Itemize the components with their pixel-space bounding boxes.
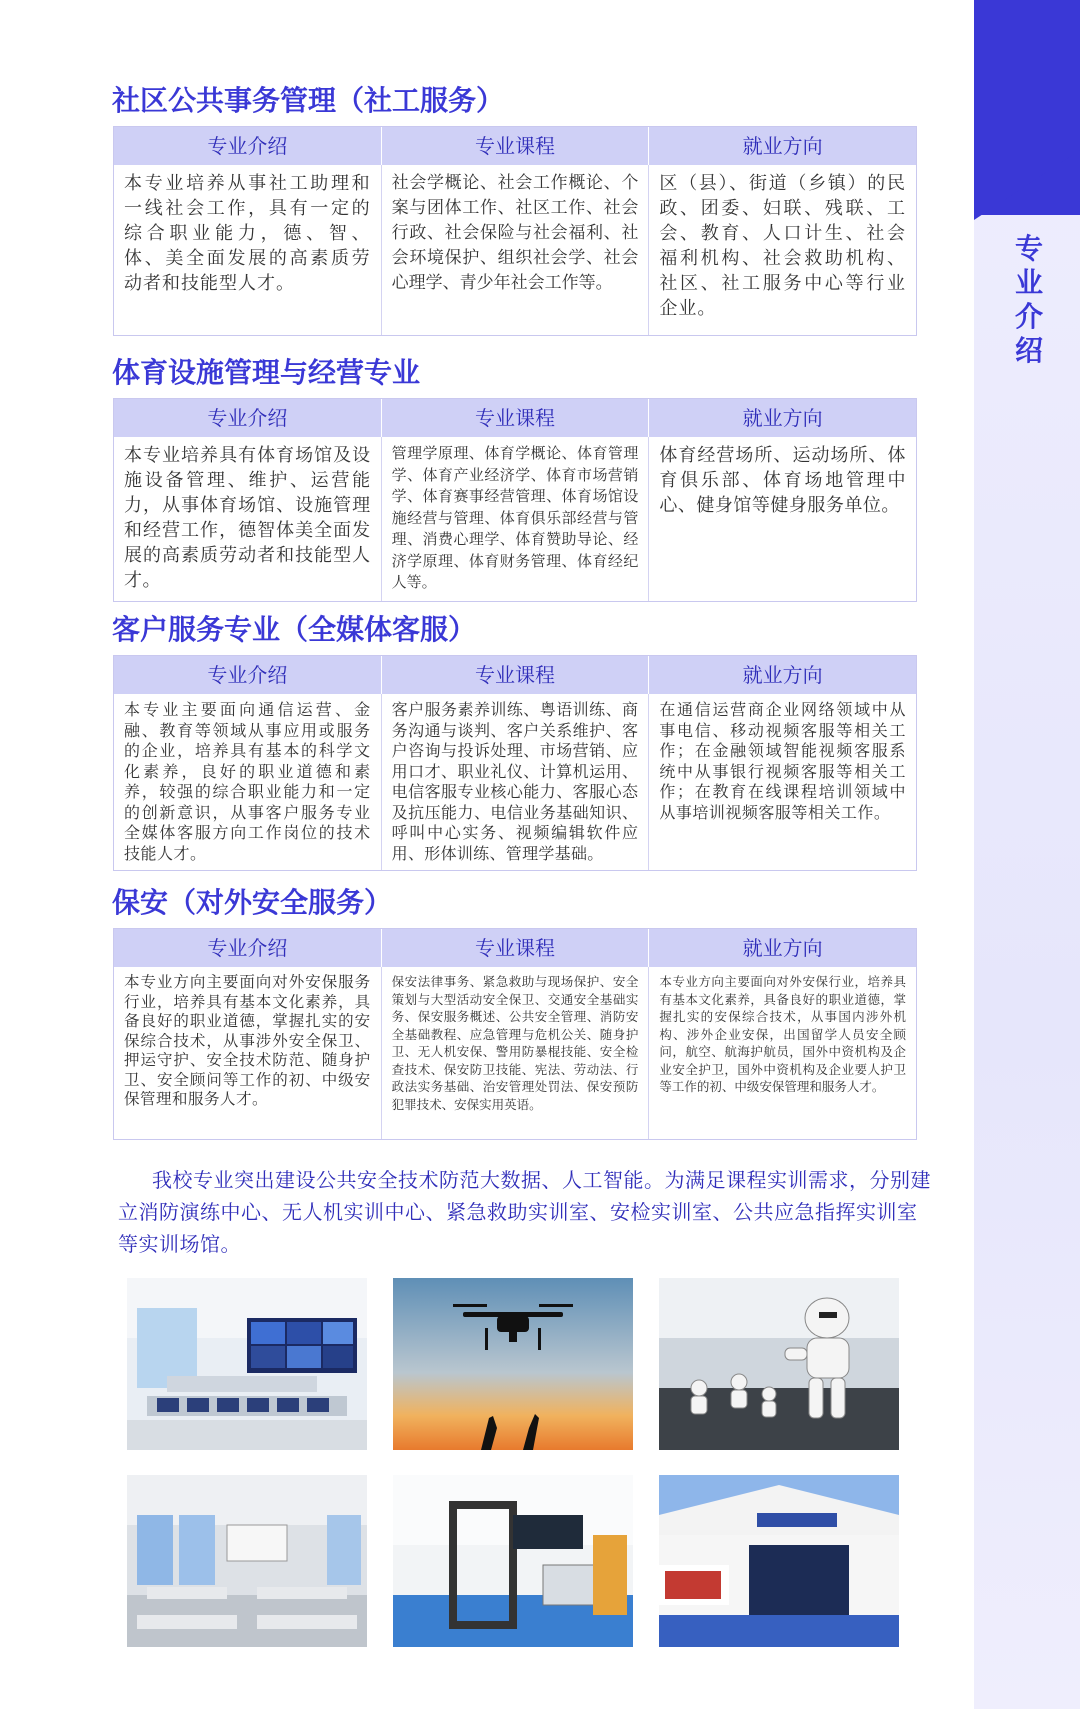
header-courses: 专业课程 [382,929,650,967]
cell-courses: 社会学概论、社会工作概论、个案与团体工作、社区工作、社会行政、社会保险与社会福利、社会环境保护、组织社会学、社会心理学、青少年社会工作等。 [382,165,650,335]
cell-intro: 本专业培养具有体育场馆及设施设备管理、维护、运营能力，从事体育场馆、设施管理和经营工作，德智体美全面发展的高素质劳动者和技能型人才。 [114,437,382,601]
section-title-social-work: 社区公共事务管理（社工服务） [112,84,505,117]
side-band-diagonal [974,150,1080,220]
cell-intro: 本专业方向主要面向对外安保服务行业，培养具有基本文化素养，具备良好的职业道德，掌握扎实的安保综合技术，从事涉外安全保卫、押运守护、安全技术防范、随身护卫、安全顾问等工作的初、中级安保管理和服务人才。 [114,967,382,1139]
cell-career: 区（县）、街道（乡镇）的民政、团委、妇联、残联、工会、教育、人口计生、社会福利机构、社会救助机构、社区、社工服务中心等行业企业。 [659,173,907,319]
table-header [114,656,916,694]
header-career: 就业方向 [742,936,823,960]
cell-courses: 客户服务素养训练、粤语训练、商务沟通与谈判、客户关系维护、客户咨询与投诉处理、市场营销、应用口才、职业礼仪、计算机运用、电信客服专业核心能力、客服心态及抗压能力、电信业务基础知识、呼叫中心实务、视频编辑软件应用、形体训练、管理学基础。 [382,694,650,870]
fire-drill-center-photo [659,1475,899,1647]
cell-career: 体育经营场所、运动场所、体育俱乐部、体育场地管理中心、健身馆等健身服务单位。 [659,445,907,516]
table-social-work [113,126,917,336]
robots-photo [659,1278,899,1450]
table-customer-service [113,655,917,871]
header-intro: 专业介绍 [114,399,382,437]
header-intro: 专业介绍 [114,127,382,165]
cell-courses: 保安法律事务、紧急救助与现场保护、安全策划与大型活动安全保卫、交通安全基础实务、保安服务概述、公共安全管理、消防安全基础教程、应急管理与危机公关、随身护卫、无人机安保、警用防暴棍技能、安全检查技术、保安防卫技能、宪法、劳动法、行政法实务基础、治安管理处罚法、保安预防犯罪技术、安保实用英语。 [382,967,650,1139]
header-courses: 专业课程 [382,127,650,165]
facilities-paragraph: 我校专业突出建设公共安全技术防范大数据、人工智能。为满足课程实训需求，分别建立消防演练中心、无人机实训中心、紧急救助实训室、安检实训室、公共应急指挥实训室等实训场馆。 [118,1168,931,1256]
header-intro: 专业介绍 [114,656,382,694]
header-career: 就业方向 [742,663,823,687]
classroom-photo [127,1475,367,1647]
cell-career: 在通信运营商企业网络领域中从事电信、移动视频客服等相关工作；在金融领域智能视频客服系统中从事银行视频客服等相关工作；在教育在线课程培训领域中从事培训视频客服等相关工作。 [659,700,907,822]
table-header [114,127,916,165]
header-courses: 专业课程 [382,656,650,694]
header-courses: 专业课程 [382,399,650,437]
table-body [114,437,916,601]
table-body [114,694,916,870]
header-career: 就业方向 [742,134,823,158]
cell-career: 本专业方向主要面向对外安保行业，培养具有基本文化素养，具备良好的职业道德，掌握扎实的安保综合技术，从事国内涉外机构、涉外企业安保，出国留学人员安全顾问，航空、航海护航员，国外中资机构及企业安全护卫，国外中资机构及企业要人护卫等工作的初、中级安保管理和服务人才。 [659,974,907,1094]
table-header [114,929,916,967]
table-security [113,928,917,1140]
header-career: 就业方向 [742,406,823,430]
security-check-room-photo [393,1475,633,1647]
section-title-sports: 体育设施管理与经营专业 [112,356,421,389]
section-title-customer-service: 客户服务专业（全媒体客服） [112,613,477,646]
header-intro: 专业介绍 [114,929,382,967]
table-body [114,967,916,1139]
side-title: 专业介绍 [1014,232,1043,367]
drone-photo [393,1278,633,1450]
section-title-security: 保安（对外安全服务） [112,886,393,919]
table-header [114,399,916,437]
table-sports [113,398,917,602]
command-center-photo [127,1278,367,1450]
cell-intro: 本专业培养从事社工助理和一线社会工作，具有一定的综合职业能力，德、智、体、美全面发展的高素质劳动者和技能型人才。 [114,165,382,335]
cell-intro: 本专业主要面向通信运营、金融、教育等领域从事应用或服务的企业，培养具有基本的科学文化素养，良好的职业道德和素养，较强的综合职业能力和一定的创新意识，从事客户服务专业全媒体客服方向工作岗位的技术技能人才。 [114,694,382,870]
cell-courses: 管理学原理、体育学概论、体育管理学、体育产业经济学、体育市场营销学、体育赛事经营管理、体育场馆设施经营与管理、体育俱乐部经营与管理、消费心理学、体育赞助导论、经济学原理、体育财务管理、体育经纪人等。 [382,437,650,601]
table-body [114,165,916,335]
